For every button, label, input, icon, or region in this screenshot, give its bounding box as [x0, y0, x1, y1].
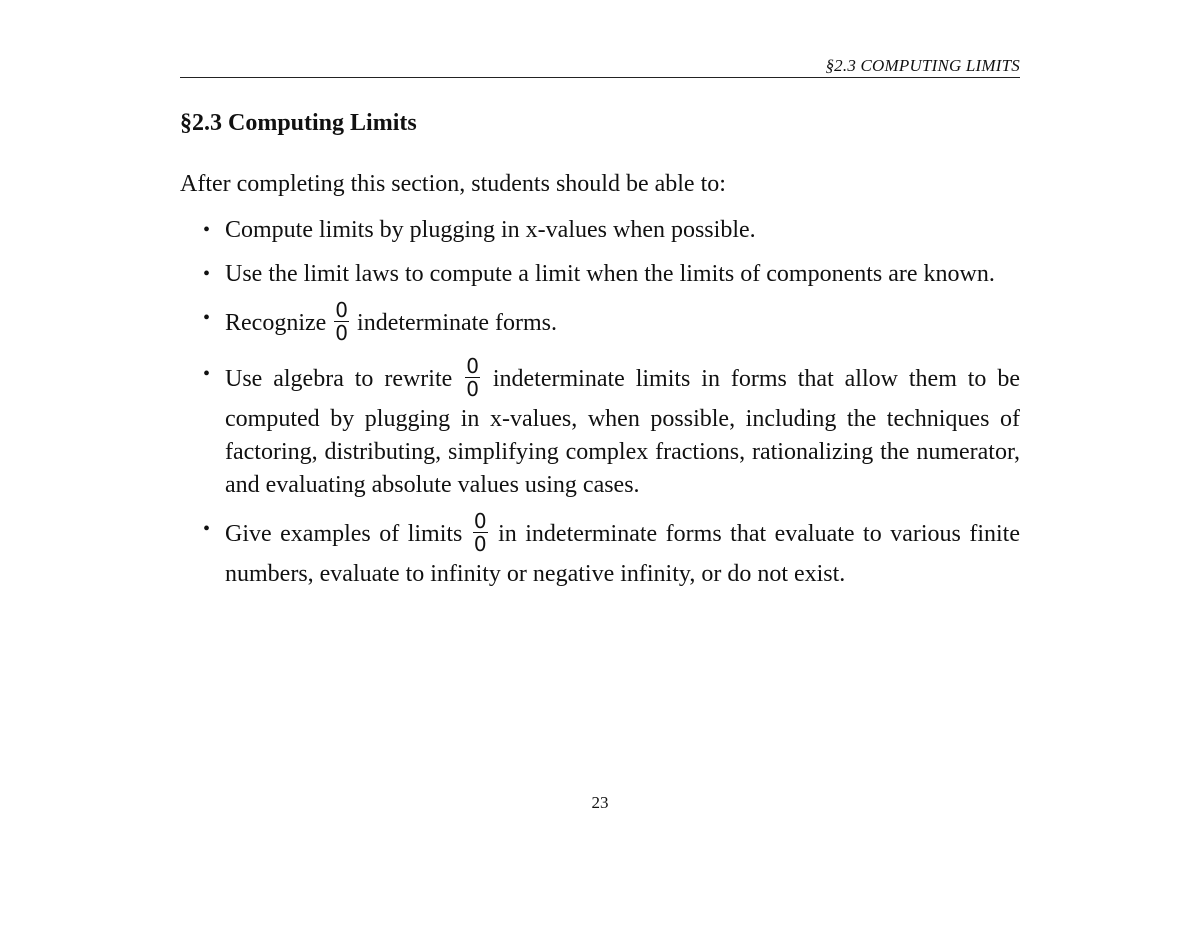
bullet-icon: • [203, 263, 211, 285]
zero-over-zero-fraction [473, 510, 488, 555]
objective-text-before: Recognize [225, 310, 327, 337]
section-title: §2.3 Computing Limits [180, 110, 417, 136]
objective-text-before: Give examples of limits [225, 521, 463, 548]
zero-over-zero-fraction [465, 355, 480, 400]
objective-text-after: indeterminate forms. [357, 310, 557, 337]
list-item [180, 298, 1020, 347]
list-item [180, 354, 1020, 502]
page-number: 23 [591, 793, 609, 812]
running-header: §2.3 COMPUTING LIMITS [825, 56, 1020, 75]
fraction-denominator: 0 [473, 532, 487, 556]
objective-text: Compute limits by plugging in x-values when possible. [225, 217, 756, 243]
header-rule [180, 77, 1020, 78]
zero-over-zero-fraction [334, 299, 349, 344]
objective-text-before: Use algebra to rewrite [225, 366, 453, 393]
list-item [180, 258, 1020, 291]
fraction-numerator: 0 [335, 298, 349, 322]
objective-text-after: indeterminate limits in forms that allow them to be computed by plugging in x-values, when possible, including the techniques of factoring, distributing, simplifying complex fractions, rationalizing the numerator, and evaluating absolute values using cases. [225, 366, 1020, 498]
learning-objectives-list [180, 214, 1020, 602]
objective-text-after: in indeterminate forms that evaluate to various finite numbers, evaluate to infinity or negative infinity, or do not exist. [225, 521, 1020, 587]
bullet-icon: • [203, 307, 211, 329]
list-item [180, 214, 1020, 247]
fraction-denominator: 0 [466, 377, 479, 401]
fraction-numerator: 0 [466, 354, 479, 378]
bullet-icon: • [203, 219, 211, 241]
bullet-icon: • [203, 363, 211, 385]
fraction-denominator: 0 [335, 321, 349, 345]
intro-text: After completing this section, students should be able to: [180, 171, 726, 197]
fraction-numerator: 0 [473, 509, 487, 533]
list-item [180, 509, 1020, 591]
objective-text: Use the limit laws to compute a limit when the limits of components are known. [225, 261, 995, 287]
bullet-icon: • [203, 518, 211, 540]
